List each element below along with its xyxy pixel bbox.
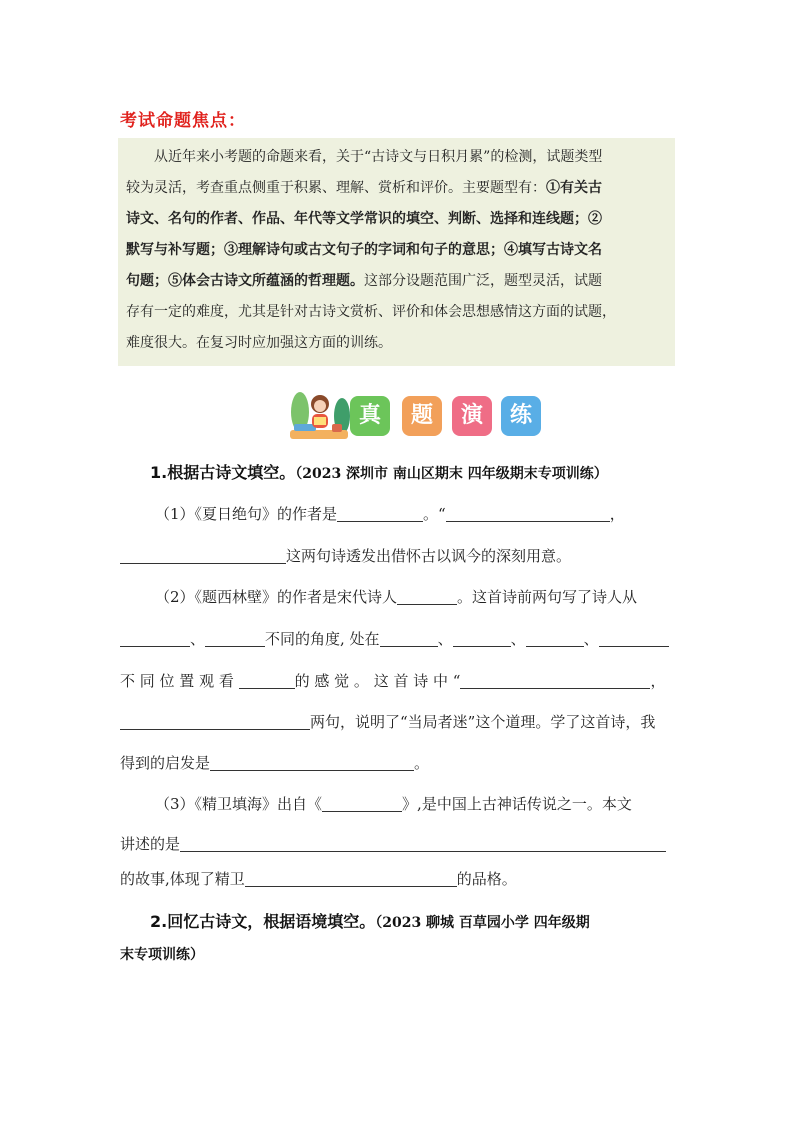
- answer-blank[interactable]: [460, 672, 650, 689]
- answer-blank[interactable]: [599, 630, 669, 647]
- answer-blank[interactable]: [397, 588, 457, 605]
- banner-tile-yan: 演: [452, 396, 492, 436]
- text: （3）《精卫填海》出自《: [155, 795, 323, 813]
- question-2-title: [150, 909, 590, 932]
- note-bold-text: ①有关古: [546, 180, 602, 196]
- section-title: 考试命题焦点：: [120, 111, 246, 131]
- note-line: [126, 328, 669, 359]
- answer-blank[interactable]: [446, 505, 610, 522]
- text: 。: [414, 754, 430, 772]
- note-text: 难度很大。在复习时应加强这方面的训练。: [126, 335, 392, 351]
- question-2-source-cont: [120, 944, 204, 964]
- text: 》,是中国上古神话传说之一。本文: [402, 795, 632, 813]
- text: 不 同 位 置 观 看: [120, 672, 234, 690]
- reading-girl-illustration: [286, 386, 352, 442]
- banner-tile-ti: 题: [402, 396, 442, 436]
- text: 不同的角度, 处在: [265, 630, 380, 648]
- answer-blank[interactable]: [245, 870, 457, 887]
- text: 的品格。: [456, 870, 517, 888]
- q1-b-line3: [120, 670, 665, 691]
- question-text: 2.回忆古诗文，根据语境填空。: [150, 912, 376, 931]
- q1-a-line1: [155, 503, 625, 524]
- text: 讲述的是: [120, 835, 181, 853]
- note-line: [126, 204, 669, 235]
- q1-c-line3: [120, 868, 517, 889]
- note-bold-text: 句题；⑤体会古诗文所蕴涵的哲理题。: [126, 273, 364, 289]
- banner-tile-zhen: 真: [350, 396, 390, 436]
- text: 、: [437, 630, 453, 648]
- q1-a-line2: [120, 545, 571, 566]
- note-line: [126, 235, 669, 266]
- note-line: [126, 266, 669, 297]
- q1-c-line2: [120, 833, 666, 854]
- answer-blank[interactable]: [337, 505, 423, 522]
- note-bold-text: 默写与补写题；③理解诗句或古文句子的字词和句子的意思；④填写古诗文名: [126, 242, 602, 258]
- text: （2）《题西林壁》的作者是宋代诗人: [155, 588, 398, 606]
- answer-blank[interactable]: [239, 672, 295, 689]
- note-text: 较为灵活，考查重点侧重于积累、理解、赏析和评价。主要题型有：: [126, 180, 546, 196]
- practice-banner: [286, 386, 542, 442]
- answer-blank[interactable]: [120, 713, 310, 730]
- answer-blank[interactable]: [380, 630, 438, 647]
- answer-blank[interactable]: [526, 630, 584, 647]
- answer-blank[interactable]: [120, 547, 286, 564]
- q1-c-line1: [155, 793, 632, 814]
- question-1-title: [150, 460, 608, 483]
- text: 、: [583, 630, 599, 648]
- answer-blank[interactable]: [120, 630, 190, 647]
- note-text: 存有一定的难度，尤其是针对古诗文赏析、评价和体会思想感情这方面的试题，: [126, 304, 616, 320]
- text: 这两句诗透发出借怀古以讽今的深刻用意。: [286, 547, 572, 565]
- text: ，: [650, 672, 666, 690]
- question-source: （2023 深圳市 南山区期末 四年级期末专项训练）: [295, 466, 608, 482]
- text: 、: [510, 630, 526, 648]
- text: 的故事,体现了精卫: [120, 870, 245, 888]
- question-source: （2023 聊城 百草园小学 四年级期: [375, 915, 590, 931]
- question-source: 末专项训练）: [120, 947, 204, 963]
- note-text: 从近年来小考题的命题来看，关于“古诗文与日积月累”的检测，试题类型: [154, 149, 603, 165]
- question-text: 1.根据古诗文填空。: [150, 463, 296, 482]
- answer-blank[interactable]: [322, 795, 402, 812]
- note-line: [126, 297, 669, 328]
- q1-b-line5: [120, 752, 429, 773]
- answer-blank[interactable]: [453, 630, 511, 647]
- banner-tile-lian: 练: [501, 396, 541, 436]
- note-text: 这部分设题范围广泛，题型灵活，试题: [364, 273, 602, 289]
- text: ，: [609, 505, 625, 523]
- text: 的 感 觉 。 这 首 诗 中 “: [294, 672, 461, 690]
- text: 得到的启发是: [120, 754, 211, 772]
- q1-b-line1: [155, 586, 637, 607]
- text: 。这首诗前两句写了诗人从: [457, 588, 638, 606]
- note-line: [126, 142, 669, 173]
- note-bold-text: 诗文、名句的作者、作品、年代等文学常识的填空、判断、选择和连线题；②: [126, 211, 602, 227]
- answer-blank[interactable]: [205, 630, 265, 647]
- text: 两句，说明了“当局者迷”这个道理。学了这首诗，我: [310, 713, 656, 731]
- note-line: [126, 173, 669, 204]
- answer-blank[interactable]: [210, 754, 414, 771]
- q1-b-line4: [120, 711, 655, 732]
- text: （1）《夏日绝句》的作者是: [155, 505, 338, 523]
- answer-blank[interactable]: [180, 835, 666, 852]
- text: 。“: [423, 505, 446, 523]
- q1-b-line2: [120, 628, 669, 649]
- text: 、: [190, 630, 206, 648]
- focus-note-box: [118, 138, 675, 366]
